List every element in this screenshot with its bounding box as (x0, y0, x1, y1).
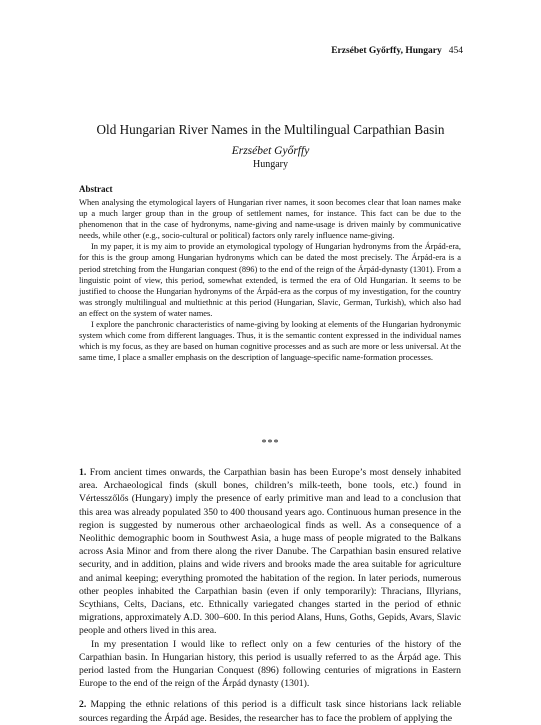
section-number: 2. (79, 699, 87, 711)
body-paragraph (79, 466, 461, 638)
abstract-paragraph: When analysing the etymological layers of Hungarian river names, it soon becomes clear that loan names make up a much larger group than in the group of settlement names, for instance. This fact can be due to the phenomenon that in the case of hydronyms, name-giving and name-usage is driven mainly by communicative needs, while other (e.g., socio-cultural or political) factors only rarely influence name-giving. (79, 197, 461, 241)
author-country: Hungary (253, 159, 288, 170)
abstract-paragraph: I explore the panchronic characteristics of name-giving by looking at elements of the Hungarian hydronymic system which come from different languages. Thus, it is the semantic content expressed in the individual names which is my focus, as they are based on human cognitive processes and as such are more or less universal. At the same time, I place a smaller emphasis on the description of language-specific name-formation processes. (79, 319, 461, 363)
author-name: Erzsébet Győrffy (231, 145, 310, 157)
paragraph-text: From ancient times onwards, the Carpathian basin has been Europe’s most densely inhabited area. Archaeological finds (skull bones, children’s milk-teeth, bone tools, etc.) found in Vértesszőlős (Hungary) imply the presence of early primitive man and lead to a conclusion that this area was already populated 350 to 400 thousand years ago. Continuous human presence in the region is suggested by numerous other archaeological finds as well. As a consequence of a Neolithic demographic boom in Southwest Asia, a huge mass of people migrated to the Balkans across Asia Minor and from there along the river Danube. The Carpathian basin ensured relative security, and in addition, plains and wide rivers and brooks made the area suitable for agriculture and animal keeping; everything promoted the habitation of the region. In later periods, numerous other peoples inhabited the Carpathian basin (even if only temporarily): Thracians, Illyrians, Scythians, Celts, Dacians, etc. Ethnically variegated changes started in the period of ethnic migrations, approximately A.D. 300–600. In this period Alans, Huns, Goths, Gepids, Avars, Slavic people and others lived in this area. (79, 467, 461, 637)
section-number: 1. (79, 467, 87, 478)
running-head-author: Erzsébet Győrffy, Hungary (331, 46, 442, 56)
paragraph-text: Mapping the ethnic relations of this period is a difficult task since historians lack reliable sources regarding the Árpád age. Besides, the researcher has to face the problem of applying the (79, 699, 462, 724)
body-paragraph (79, 638, 461, 691)
page-number: 454 (448, 46, 463, 56)
paper-title: Old Hungarian River Names in the Multilingual Carpathian Basin (96, 122, 445, 137)
paragraph-text: In my presentation I would like to reflect only on a few centuries of the history of the Carpathian basin. In Hungarian history, this period is usually referred to as the Árpád age. This period lasted from the Hungarian Conquest (896) following centuries of migrations in Eastern Europe to the end of the reign of the Árpád dynasty (1301). (79, 638, 461, 690)
section-separator: *** (261, 438, 280, 449)
running-head (331, 46, 463, 56)
abstract-body (79, 197, 461, 363)
body-paragraph (79, 698, 461, 724)
main-text (79, 466, 461, 725)
abstract-paragraph: In my paper, it is my aim to provide an etymological typology of Hungarian hydronyms from the Árpád-era, for this is the group among Hungarian hydronyms which can be dated the most precisely. The Árpád-era is a period stretching from the Hungarian conquest (896) to the end of the reign of the Árpád-dynasty (1301). From a linguistic point of view, this period, somewhat extended, is termed the era of Old Hungarian. It seems to be justified to choose the Hungarian hydronyms of the Árpád-era as the corpus of my investigation, for the country was strongly multilingual and multiethnic at this period (Hungarian, Slavic, German, Turkish), which also had an effect on the system of water names. (79, 241, 461, 318)
abstract-heading: Abstract (79, 184, 113, 194)
